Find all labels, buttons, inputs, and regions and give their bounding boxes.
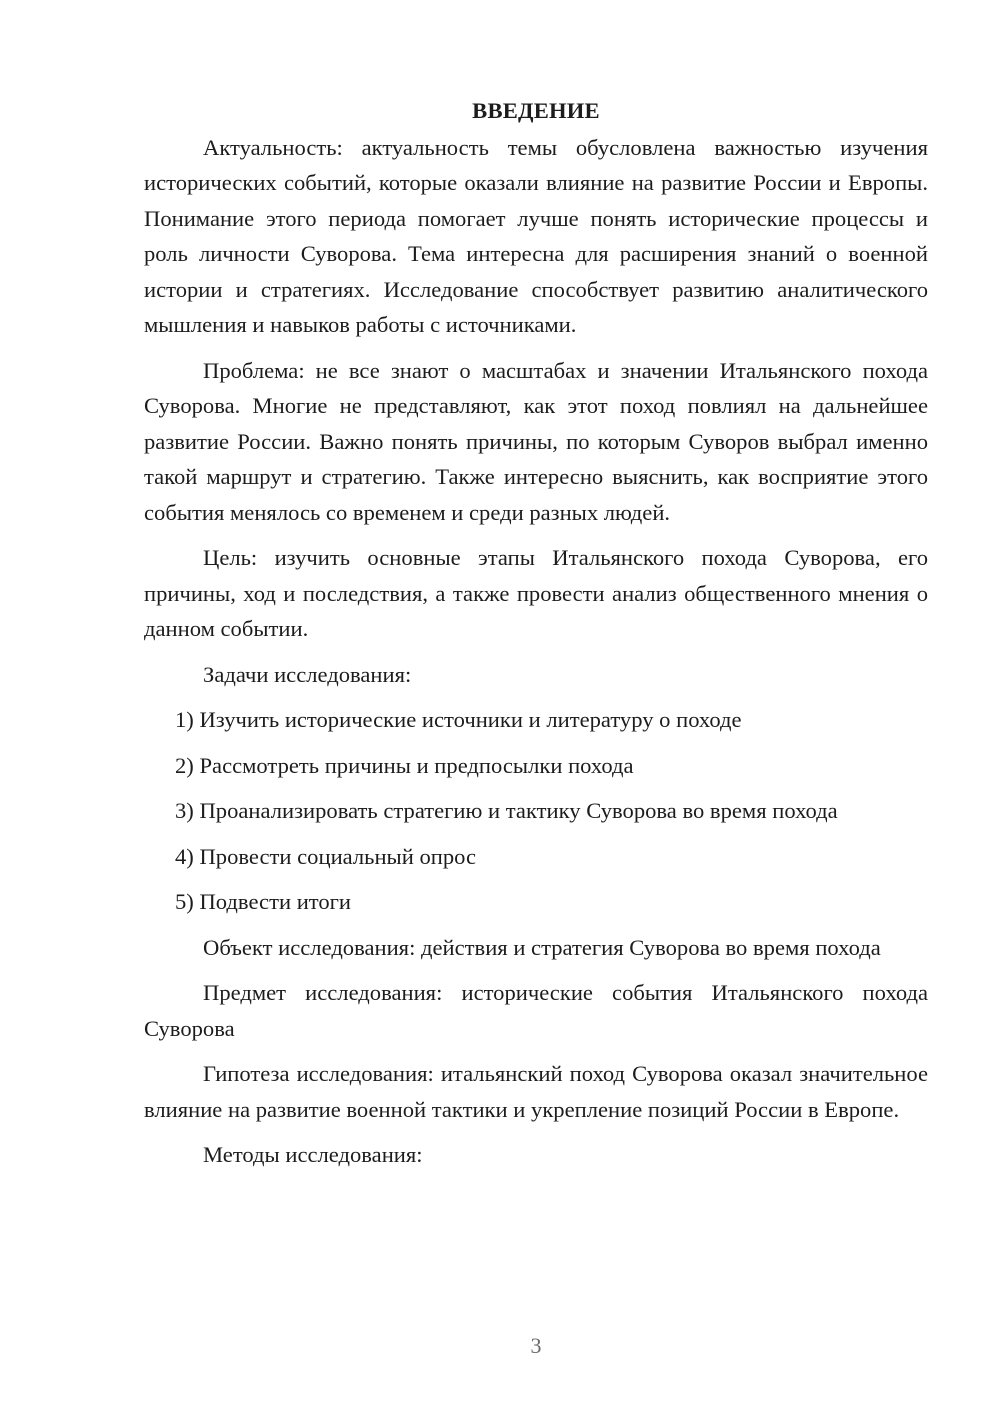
methods-heading: Методы исследования:	[203, 1142, 423, 1167]
hypothesis-paragraph: Гипотеза исследования: итальянский поход Суворова оказал значительное влияние на развитие военной тактики и укрепление позиций России в Европе.	[144, 1061, 928, 1122]
object-paragraph: Объект исследования: действия и стратегия Суворова во время похода	[203, 934, 881, 960]
task-item: 5) Подвести итоги	[175, 889, 352, 914]
tasks-heading: Задачи исследования:	[203, 661, 412, 687]
task-item: 3) Проанализировать стратегию и тактику Суворова во время похода	[175, 798, 838, 823]
task-item: 2) Рассмотреть причины и предпосылки похода	[175, 752, 634, 778]
tasks-list	[144, 702, 928, 920]
problem-paragraph: Проблема: не все знают о масштабах и значении Итальянского похода Суворова. Многие не представляют, как этот поход повлиял на дальнейшее развитие России. Важно понять причины, по которым Суворов выбрал именно такой маршрут и стратегию. Также интересно выяснить, как восприятие этого события менялось со временем и среди разных людей.	[144, 357, 928, 525]
subject-paragraph: Предмет исследования: исторические события Итальянского похода Суворова	[144, 980, 928, 1041]
relevance-paragraph: Актуальность: актуальность темы обусловлена важностью изучения исторических событий, которые оказали влияние на развитие России и Европы. Понимание этого периода помогает лучше понять исторические процессы и роль личности Суворова. Тема интересна для расширения знаний о военной истории и стратегиях. Исследование способствует развитию аналитического мышления и навыков работы с источниками.	[144, 134, 928, 337]
page-content	[144, 93, 928, 1183]
goal-paragraph: Цель: изучить основные этапы Итальянского похода Суворова, его причины, ход и последствия, а также провести анализ общественного мнения о данном событии.	[144, 545, 928, 641]
page-number: 3	[530, 1333, 542, 1358]
task-item: 4) Провести социальный опрос	[175, 843, 477, 869]
section-title: ВВЕДЕНИЕ	[472, 98, 600, 123]
task-item: 1) Изучить исторические источники и литературу о походе	[175, 707, 742, 732]
